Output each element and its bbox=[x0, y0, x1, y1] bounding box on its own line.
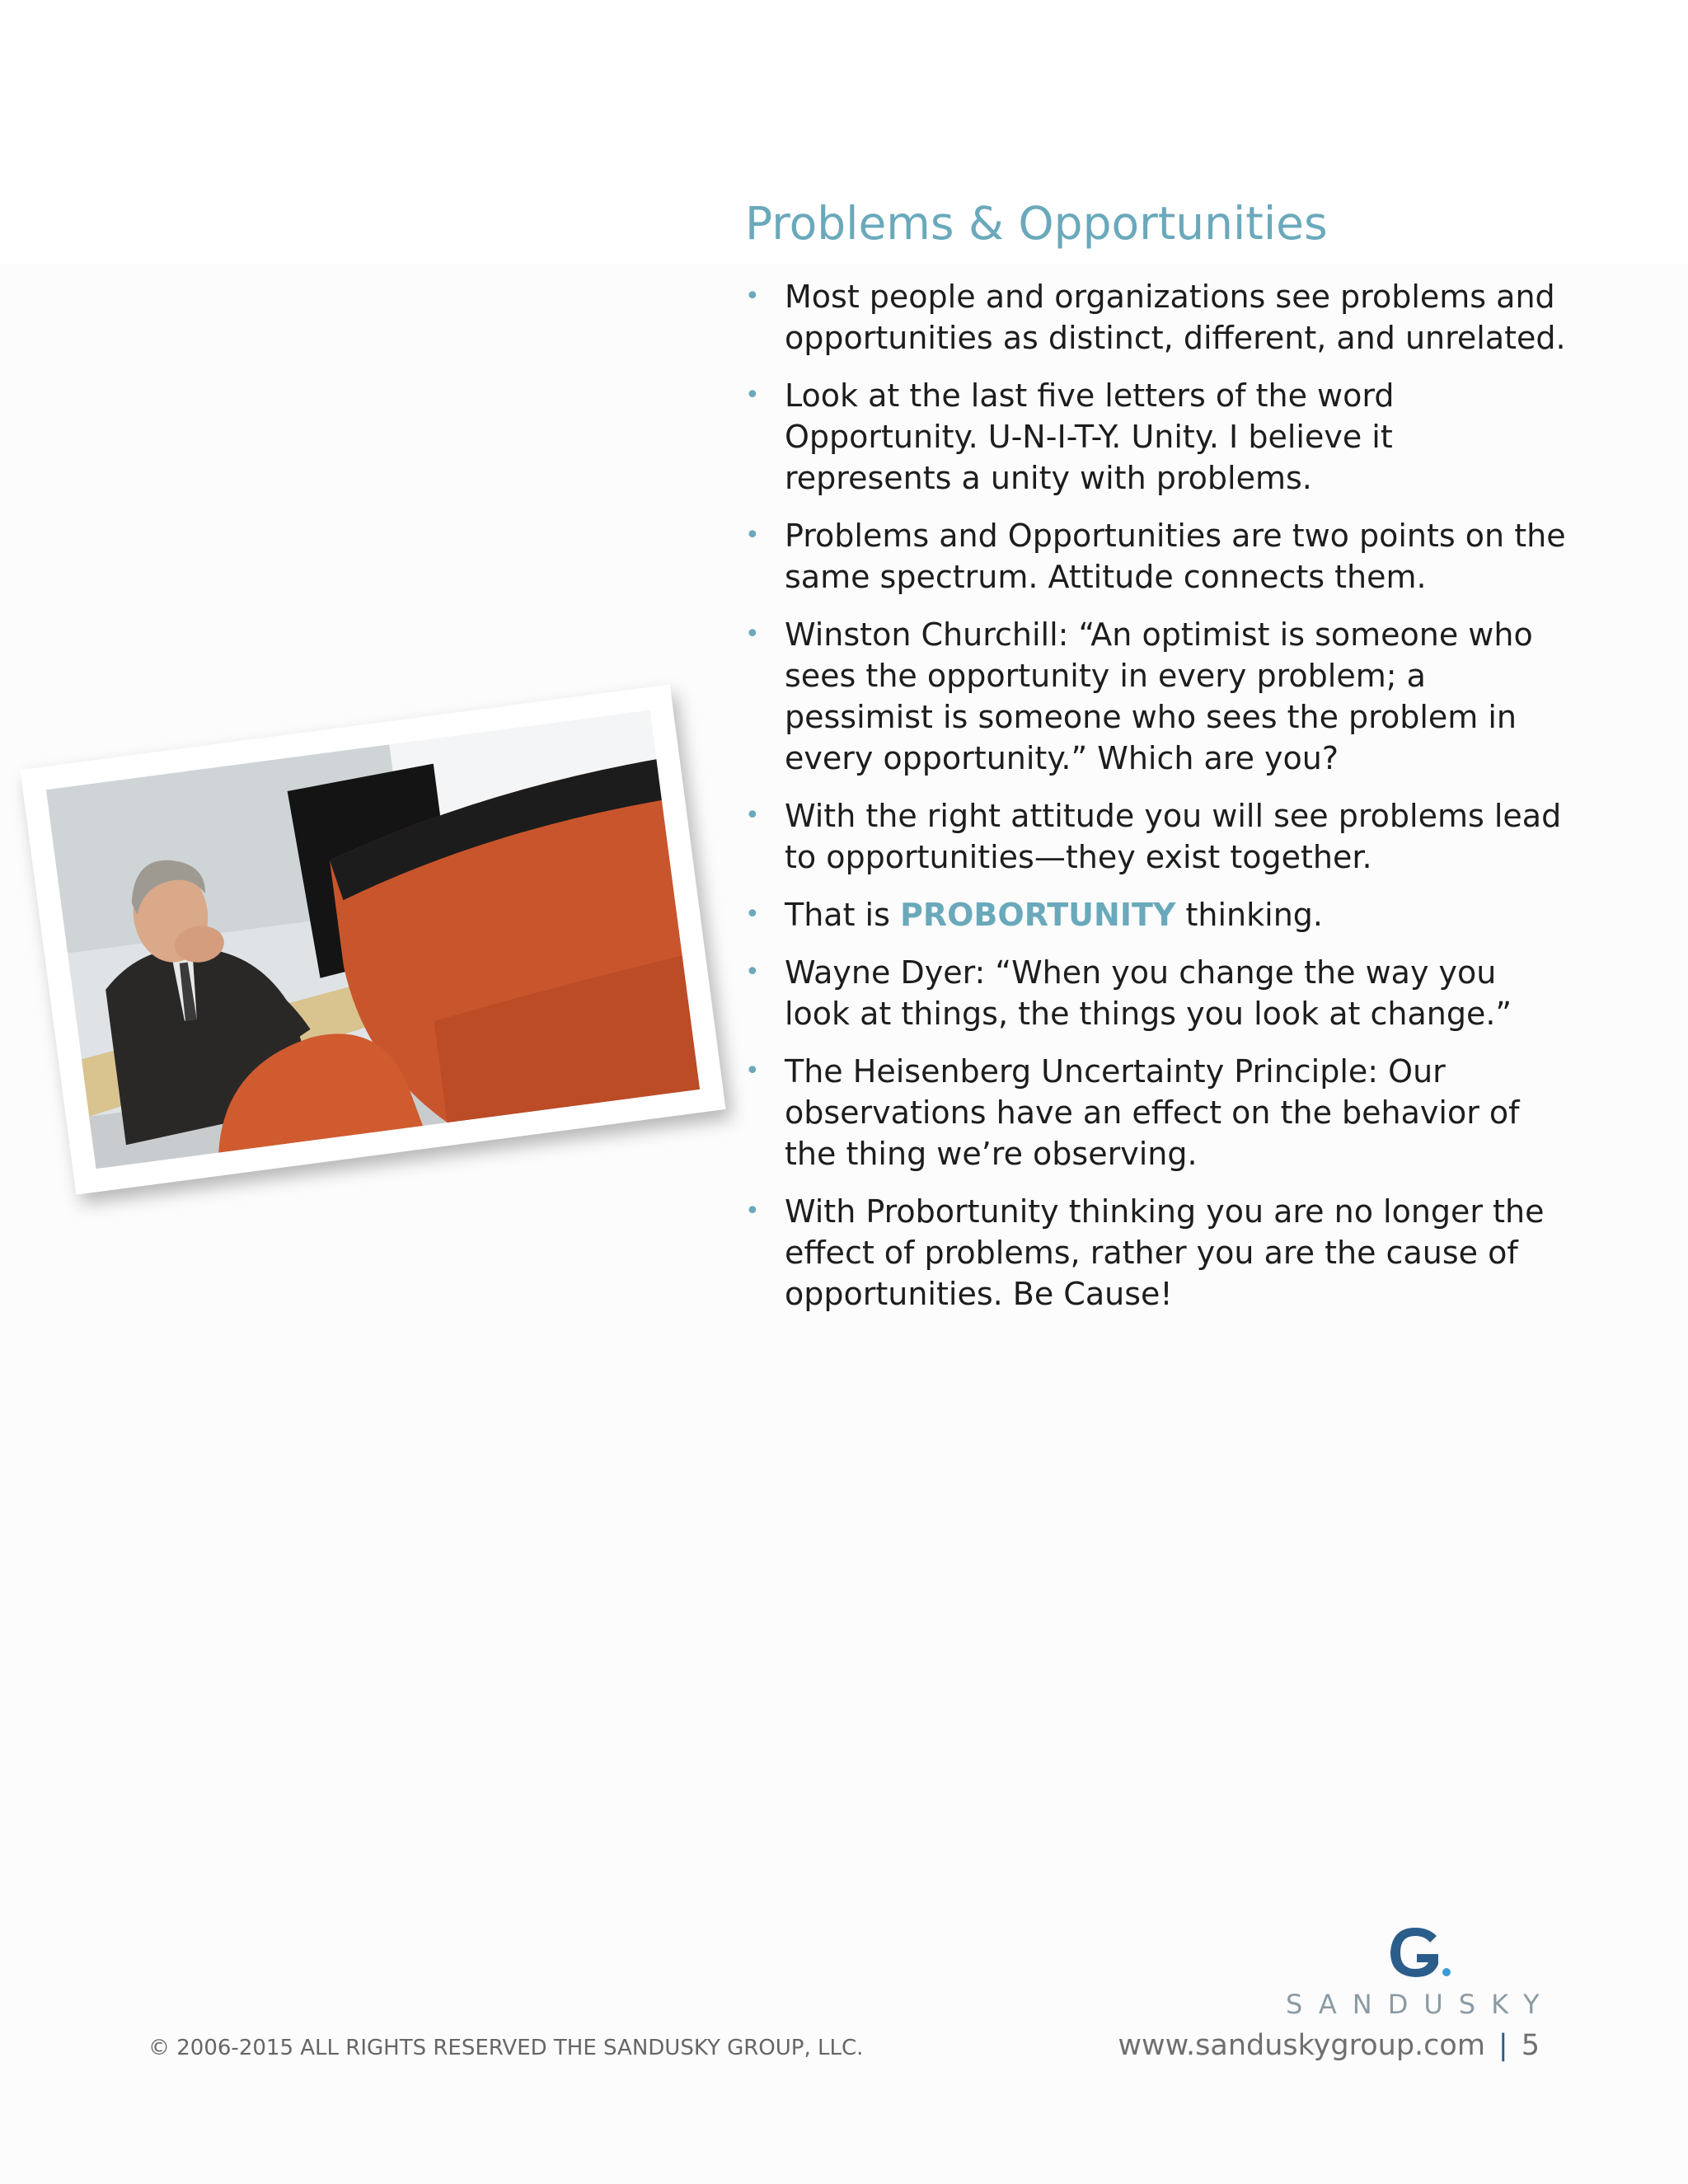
photo-image bbox=[46, 710, 700, 1169]
bullet-icon: • bbox=[745, 282, 760, 311]
bullet-icon: • bbox=[745, 958, 760, 987]
copyright-text: © 2006-2015 ALL RIGHTS RESERVED THE SANDUSKY GROUP, LLC. bbox=[148, 2036, 864, 2060]
bullet-icon: • bbox=[745, 900, 760, 929]
list-item bbox=[745, 375, 1569, 499]
bullet-icon: • bbox=[745, 801, 760, 830]
page-title: Problems & Opportunities bbox=[745, 197, 1328, 250]
probortunity-highlight: PROBORTUNITY bbox=[900, 897, 1176, 933]
list-item bbox=[745, 1051, 1569, 1174]
man-at-desk-photo bbox=[20, 684, 725, 1194]
bullet-icon: • bbox=[745, 1057, 760, 1085]
sandusky-wordmark: SANDUSKY bbox=[1286, 1989, 1555, 2020]
bullet-icon: • bbox=[745, 521, 760, 550]
bullet-icon: • bbox=[745, 620, 760, 649]
page-number: 5 bbox=[1521, 2029, 1540, 2062]
bullet-icon: • bbox=[745, 381, 760, 410]
list-item-text: Wayne Dyer: “When you change the way you look at things, the things you look at change.” bbox=[785, 954, 1512, 1032]
list-item-text: With Probortunity thinking you are no longer the effect of problems, rather you are the cause of opportunities. Be Cause! bbox=[785, 1193, 1545, 1312]
footer-right bbox=[1118, 2029, 1540, 2062]
list-item-text-after: thinking. bbox=[1185, 897, 1323, 933]
list-item-text: Look at the last five letters of the word Opportunity. U-N-I-T-Y. Unity. I believe it represents a unity with problems. bbox=[785, 377, 1395, 496]
bullet-list bbox=[745, 276, 1569, 1331]
list-item-text: Problems and Opportunities are two points on the same spectrum. Attitude connects them. bbox=[785, 518, 1566, 595]
list-item bbox=[745, 276, 1569, 359]
list-item bbox=[745, 894, 1569, 935]
list-item bbox=[745, 795, 1569, 878]
list-item-text-before: That is bbox=[785, 897, 890, 933]
list-item bbox=[745, 1191, 1569, 1315]
bullet-icon: • bbox=[745, 1197, 760, 1226]
list-item-text: The Heisenberg Uncertainty Principle: Our observations have an effect on the behavior of the thing we’re observing. bbox=[785, 1053, 1520, 1172]
list-item-text: With the right attitude you will see problems lead to opportunities—they exist together. bbox=[785, 798, 1562, 875]
list-item bbox=[745, 614, 1569, 779]
sandusky-logo bbox=[1286, 1924, 1555, 2020]
list-item bbox=[745, 952, 1569, 1034]
sandusky-g-icon bbox=[1381, 1924, 1455, 1980]
list-item-text: Most people and organizations see problems and opportunities as distinct, different, and unrelated. bbox=[785, 279, 1566, 356]
list-item bbox=[745, 515, 1569, 598]
footer-separator: | bbox=[1498, 2029, 1508, 2062]
website-link[interactable]: www.sanduskygroup.com bbox=[1118, 2029, 1485, 2062]
list-item-text: Winston Churchill: “An optimist is someone who sees the opportunity in every problem; a pessimist is someone who sees the problem in every opportunity.” Which are you? bbox=[785, 616, 1533, 776]
